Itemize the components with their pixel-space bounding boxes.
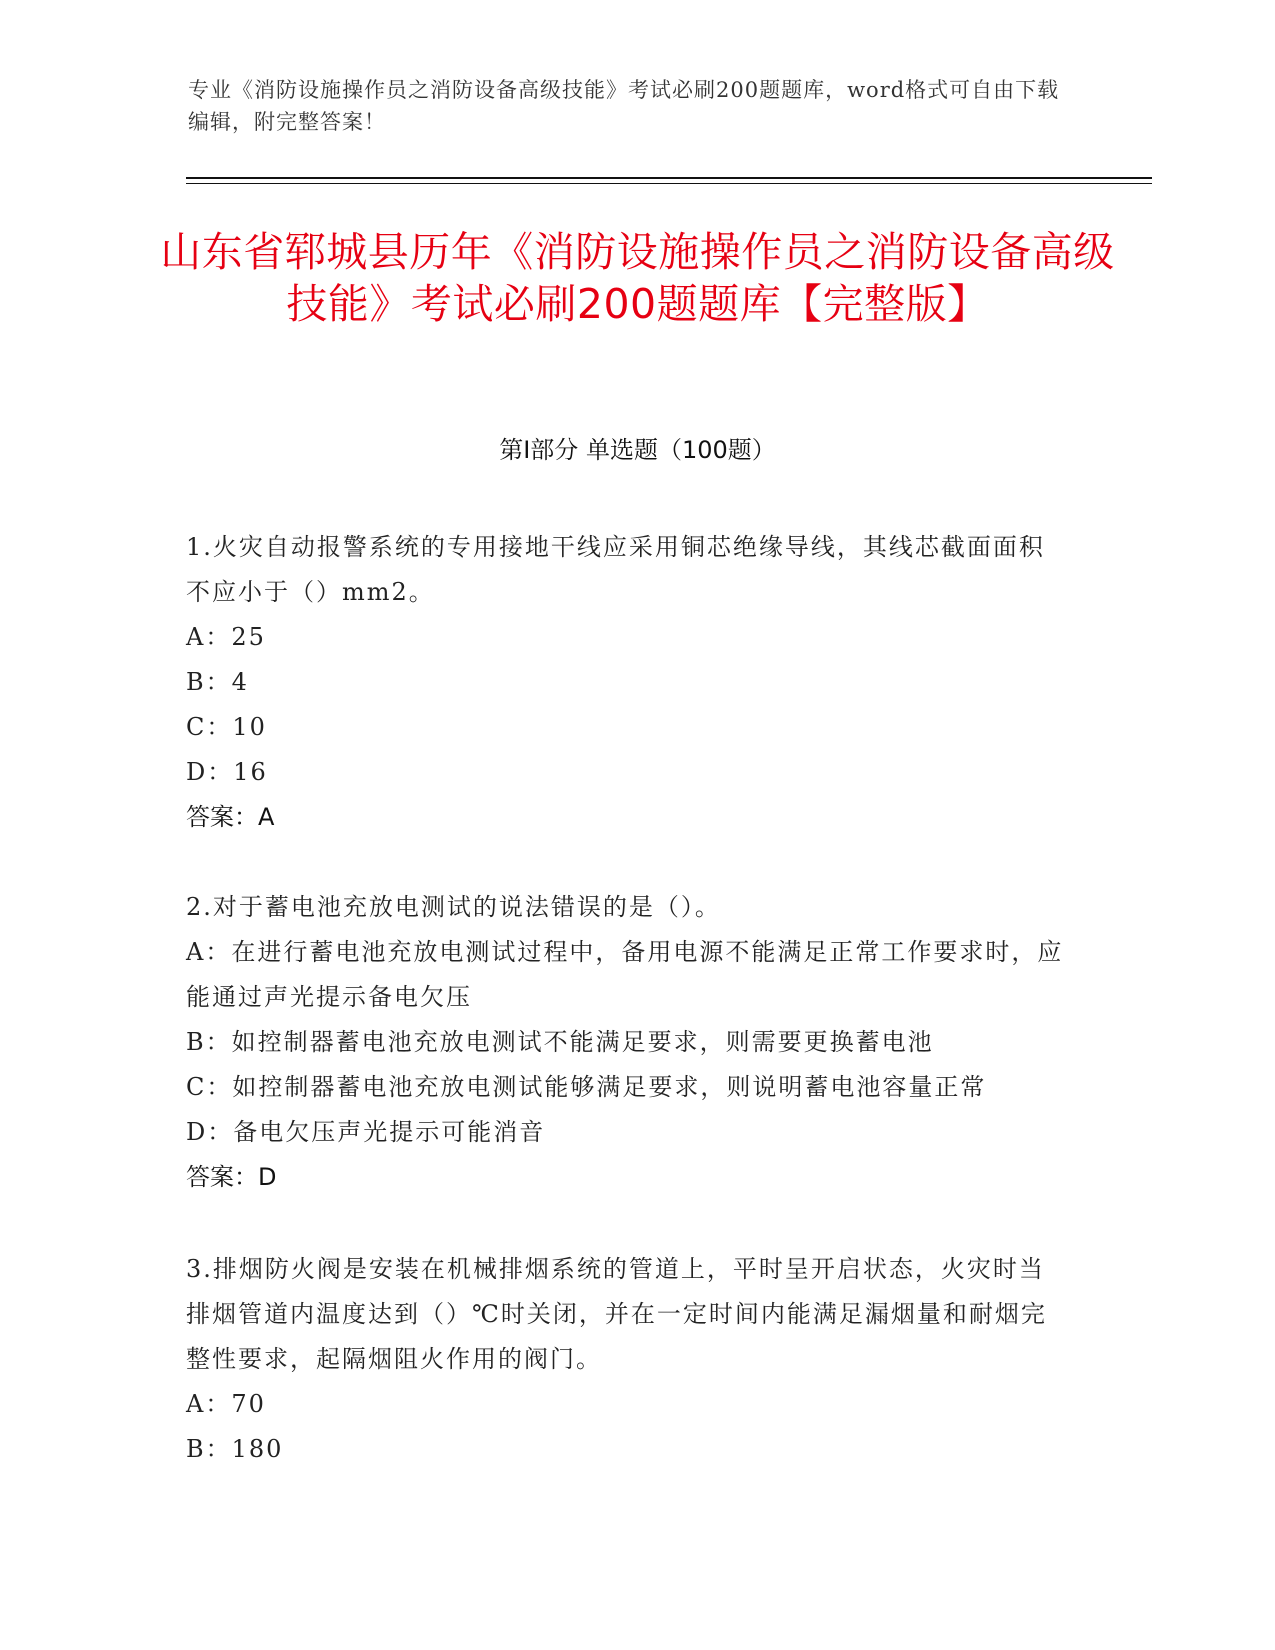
header-note: 专业《消防设施操作员之消防设备高级技能》考试必刷200题题库，word格式可自由下载编辑，附完整答案！ — [188, 78, 1060, 134]
section-heading: 第I部分 单选题（100题） — [499, 436, 776, 464]
option-a: A：70 — [186, 1390, 266, 1418]
header-divider-thin — [186, 183, 1152, 184]
answer: 答案：A — [186, 803, 275, 831]
question-stem: 1.火灾自动报警系统的专用接地干线应采用铜芯绝缘导线，其线芯截面面积不应小于（）mm2。 — [186, 533, 1045, 606]
option-d: D：16 — [186, 758, 268, 786]
option-a: A：在进行蓄电池充放电测试过程中，备用电源不能满足正常工作要求时，应能通过声光提示备电欠压 — [186, 938, 1064, 1011]
option-a: A：25 — [186, 623, 266, 651]
option-b: B：4 — [186, 668, 249, 696]
question-stem: 3.排烟防火阀是安装在机械排烟系统的管道上，平时呈开启状态，火灾时当排烟管道内温度达到（）℃时关闭，并在一定时间内能满足漏烟量和耐烟完整性要求，起隔烟阻火作用的阀门。 — [186, 1255, 1047, 1373]
option-c: C：10 — [186, 713, 267, 741]
question-2 — [186, 885, 1066, 1200]
document-title: 山东省郓城县历年《消防设施操作员之消防设备高级技能》考试必刷200题题库【完整版】 — [160, 228, 1115, 328]
answer: 答案：D — [186, 1163, 277, 1191]
header-divider-thick — [186, 177, 1152, 179]
option-b: B：180 — [186, 1435, 284, 1463]
question-stem: 2.对于蓄电池充放电测试的说法错误的是（）。 — [186, 893, 721, 921]
option-b: B：如控制器蓄电池充放电测试不能满足要求，则需要更换蓄电池 — [186, 1028, 934, 1056]
question-1 — [186, 525, 1066, 840]
question-3 — [186, 1247, 1066, 1472]
option-c: C：如控制器蓄电池充放电测试能够满足要求，则说明蓄电池容量正常 — [186, 1073, 987, 1101]
option-d: D：备电欠压声光提示可能消音 — [186, 1118, 546, 1146]
